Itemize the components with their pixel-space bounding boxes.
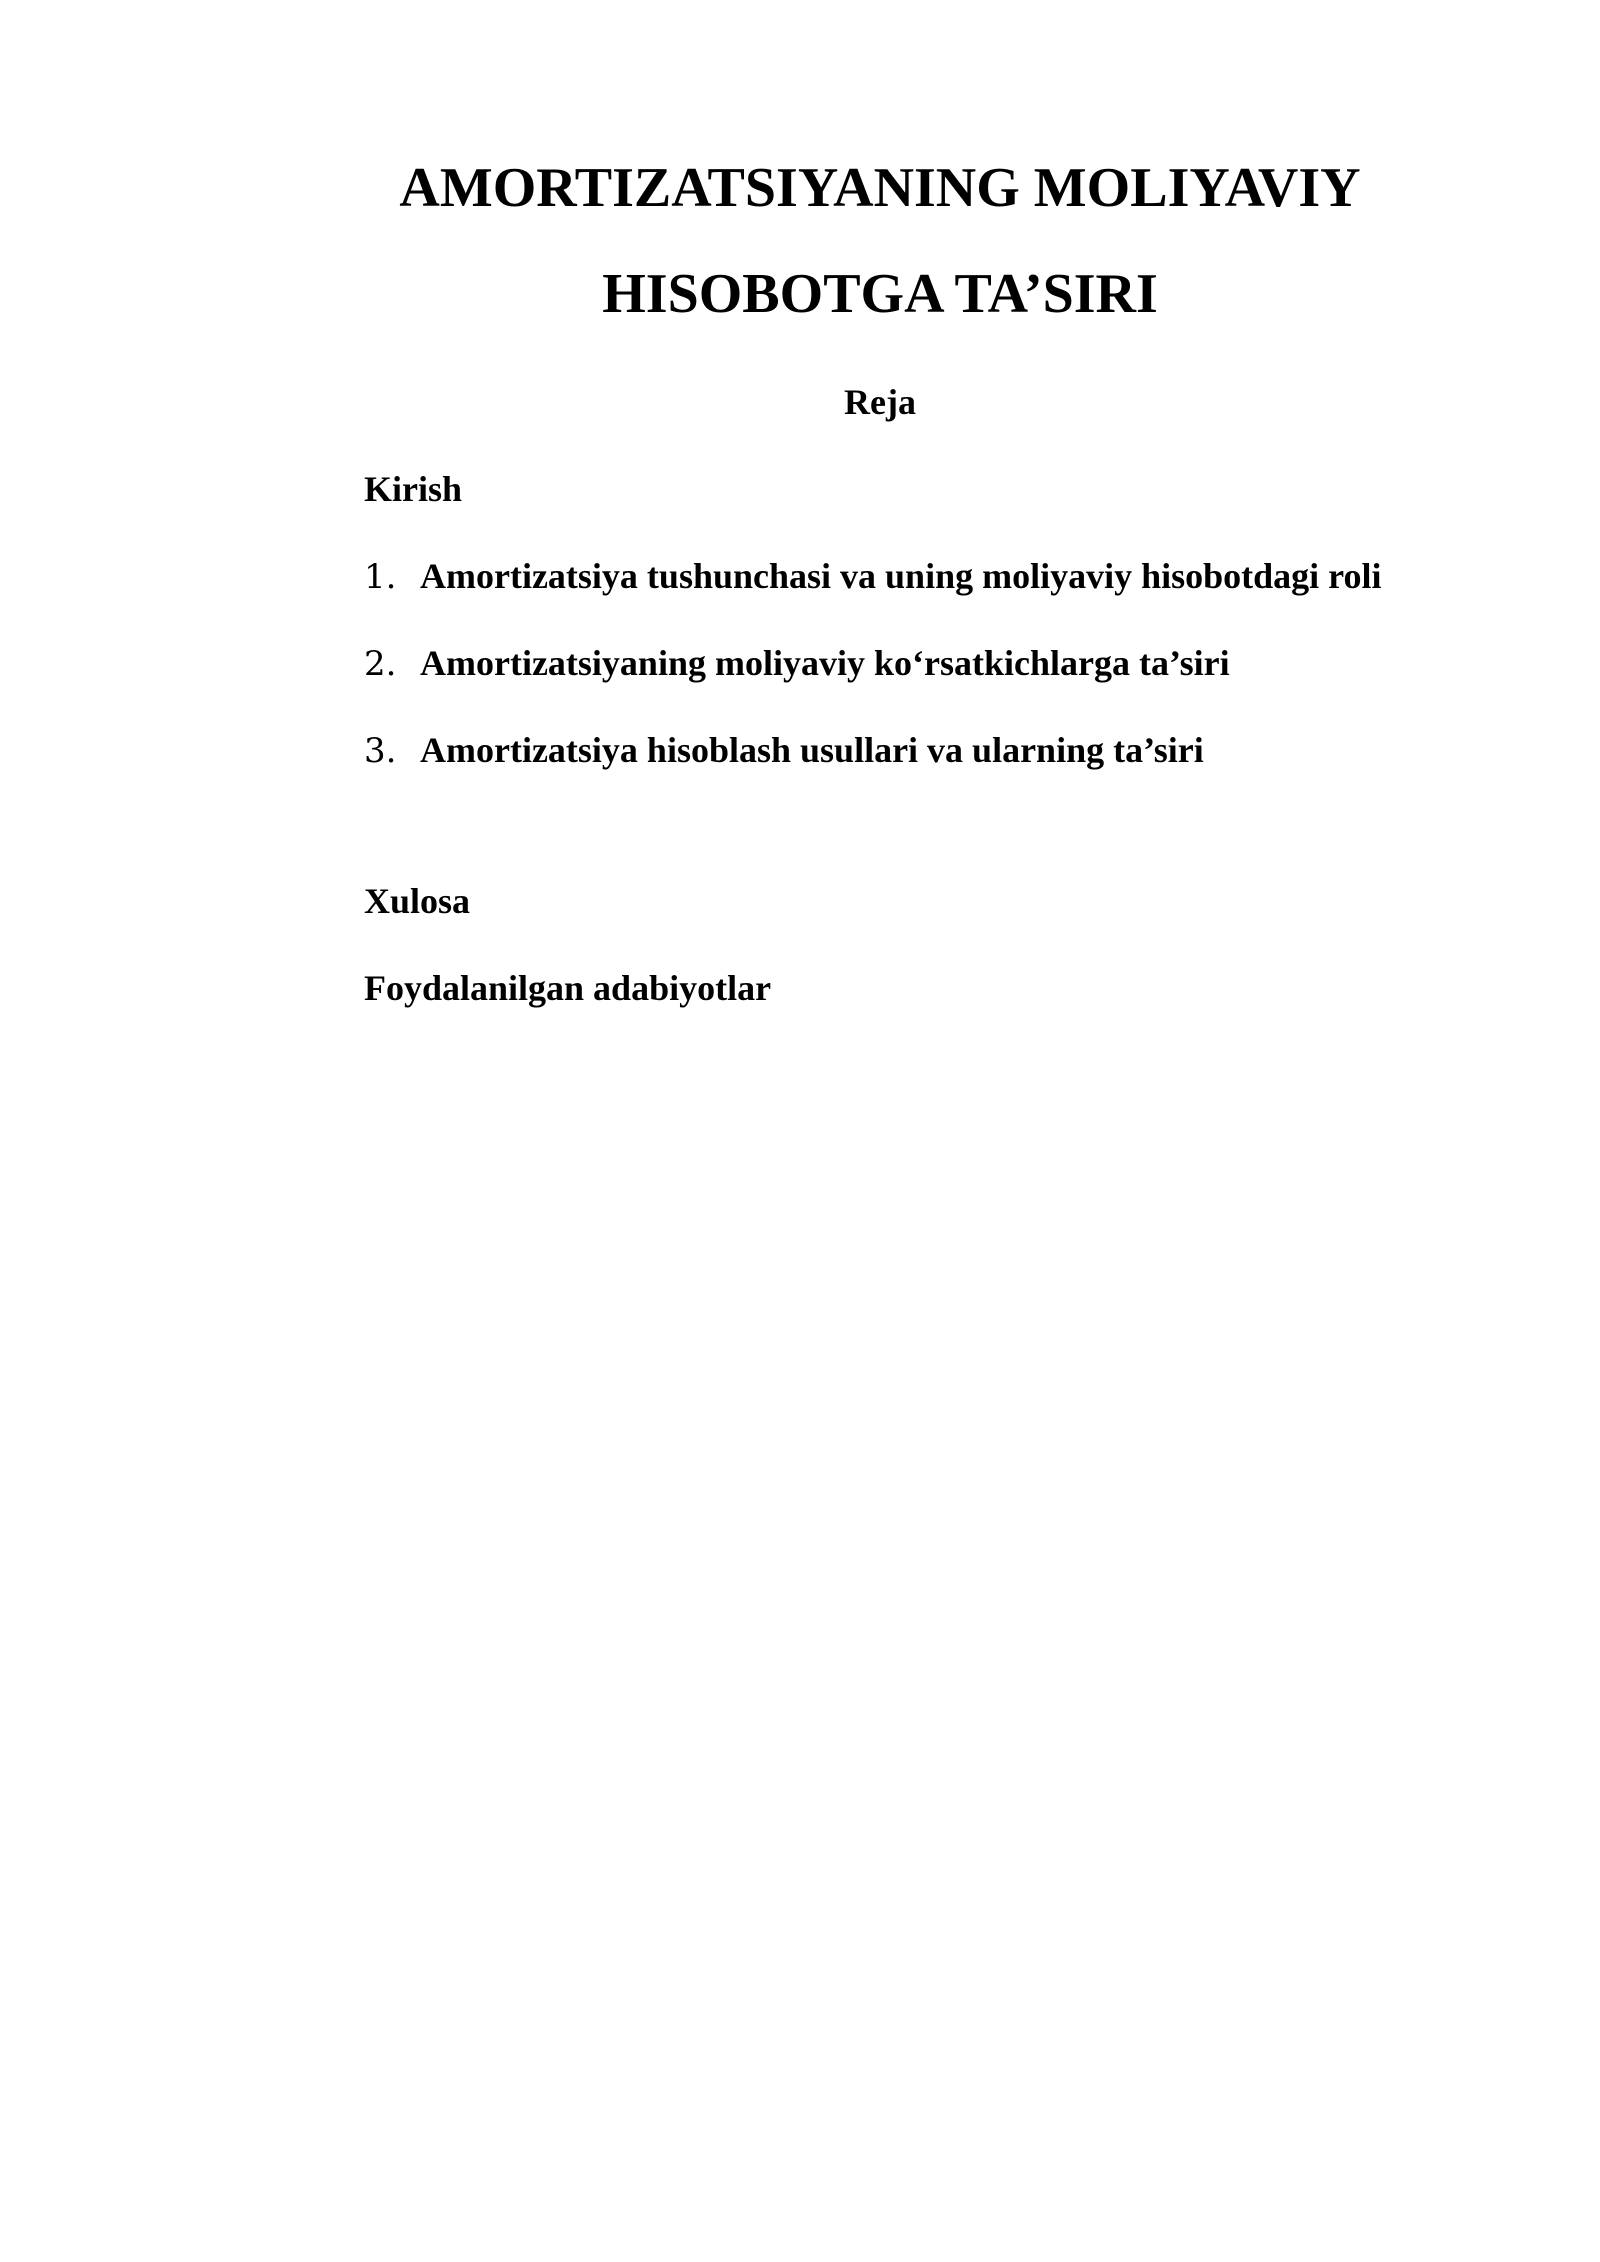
document-title-line-1: AMORTIZATSIYANING MOLIYAVIY (399, 157, 1361, 219)
plan-heading: Reja (844, 382, 916, 422)
plan-item-number: 1. (364, 557, 397, 597)
plan-item-text: Amortizatsiya tushunchasi va uning moliyaviy hisobotdagi roli (420, 556, 1382, 596)
intro-label: Kirish (364, 469, 463, 509)
plan-item-text: Amortizatsiyaning moliyaviy ko‘rsatkichlarga ta’siri (420, 643, 1230, 683)
plan-item-number: 2. (364, 644, 397, 684)
plan-list (364, 554, 1382, 815)
plan-item-number: 3. (364, 731, 397, 771)
plan-item-text: Amortizatsiya hisoblash usullari va ularning ta’siri (420, 730, 1204, 770)
conclusion-label: Xulosa (364, 881, 471, 921)
plan-item (364, 641, 1382, 728)
plan-item (364, 554, 1382, 641)
document-title-line-2: HISOBOTGA TA’SIRI (602, 263, 1158, 325)
plan-item (364, 728, 1382, 815)
references-label: Foydalanilgan adabiyotlar (364, 968, 772, 1008)
